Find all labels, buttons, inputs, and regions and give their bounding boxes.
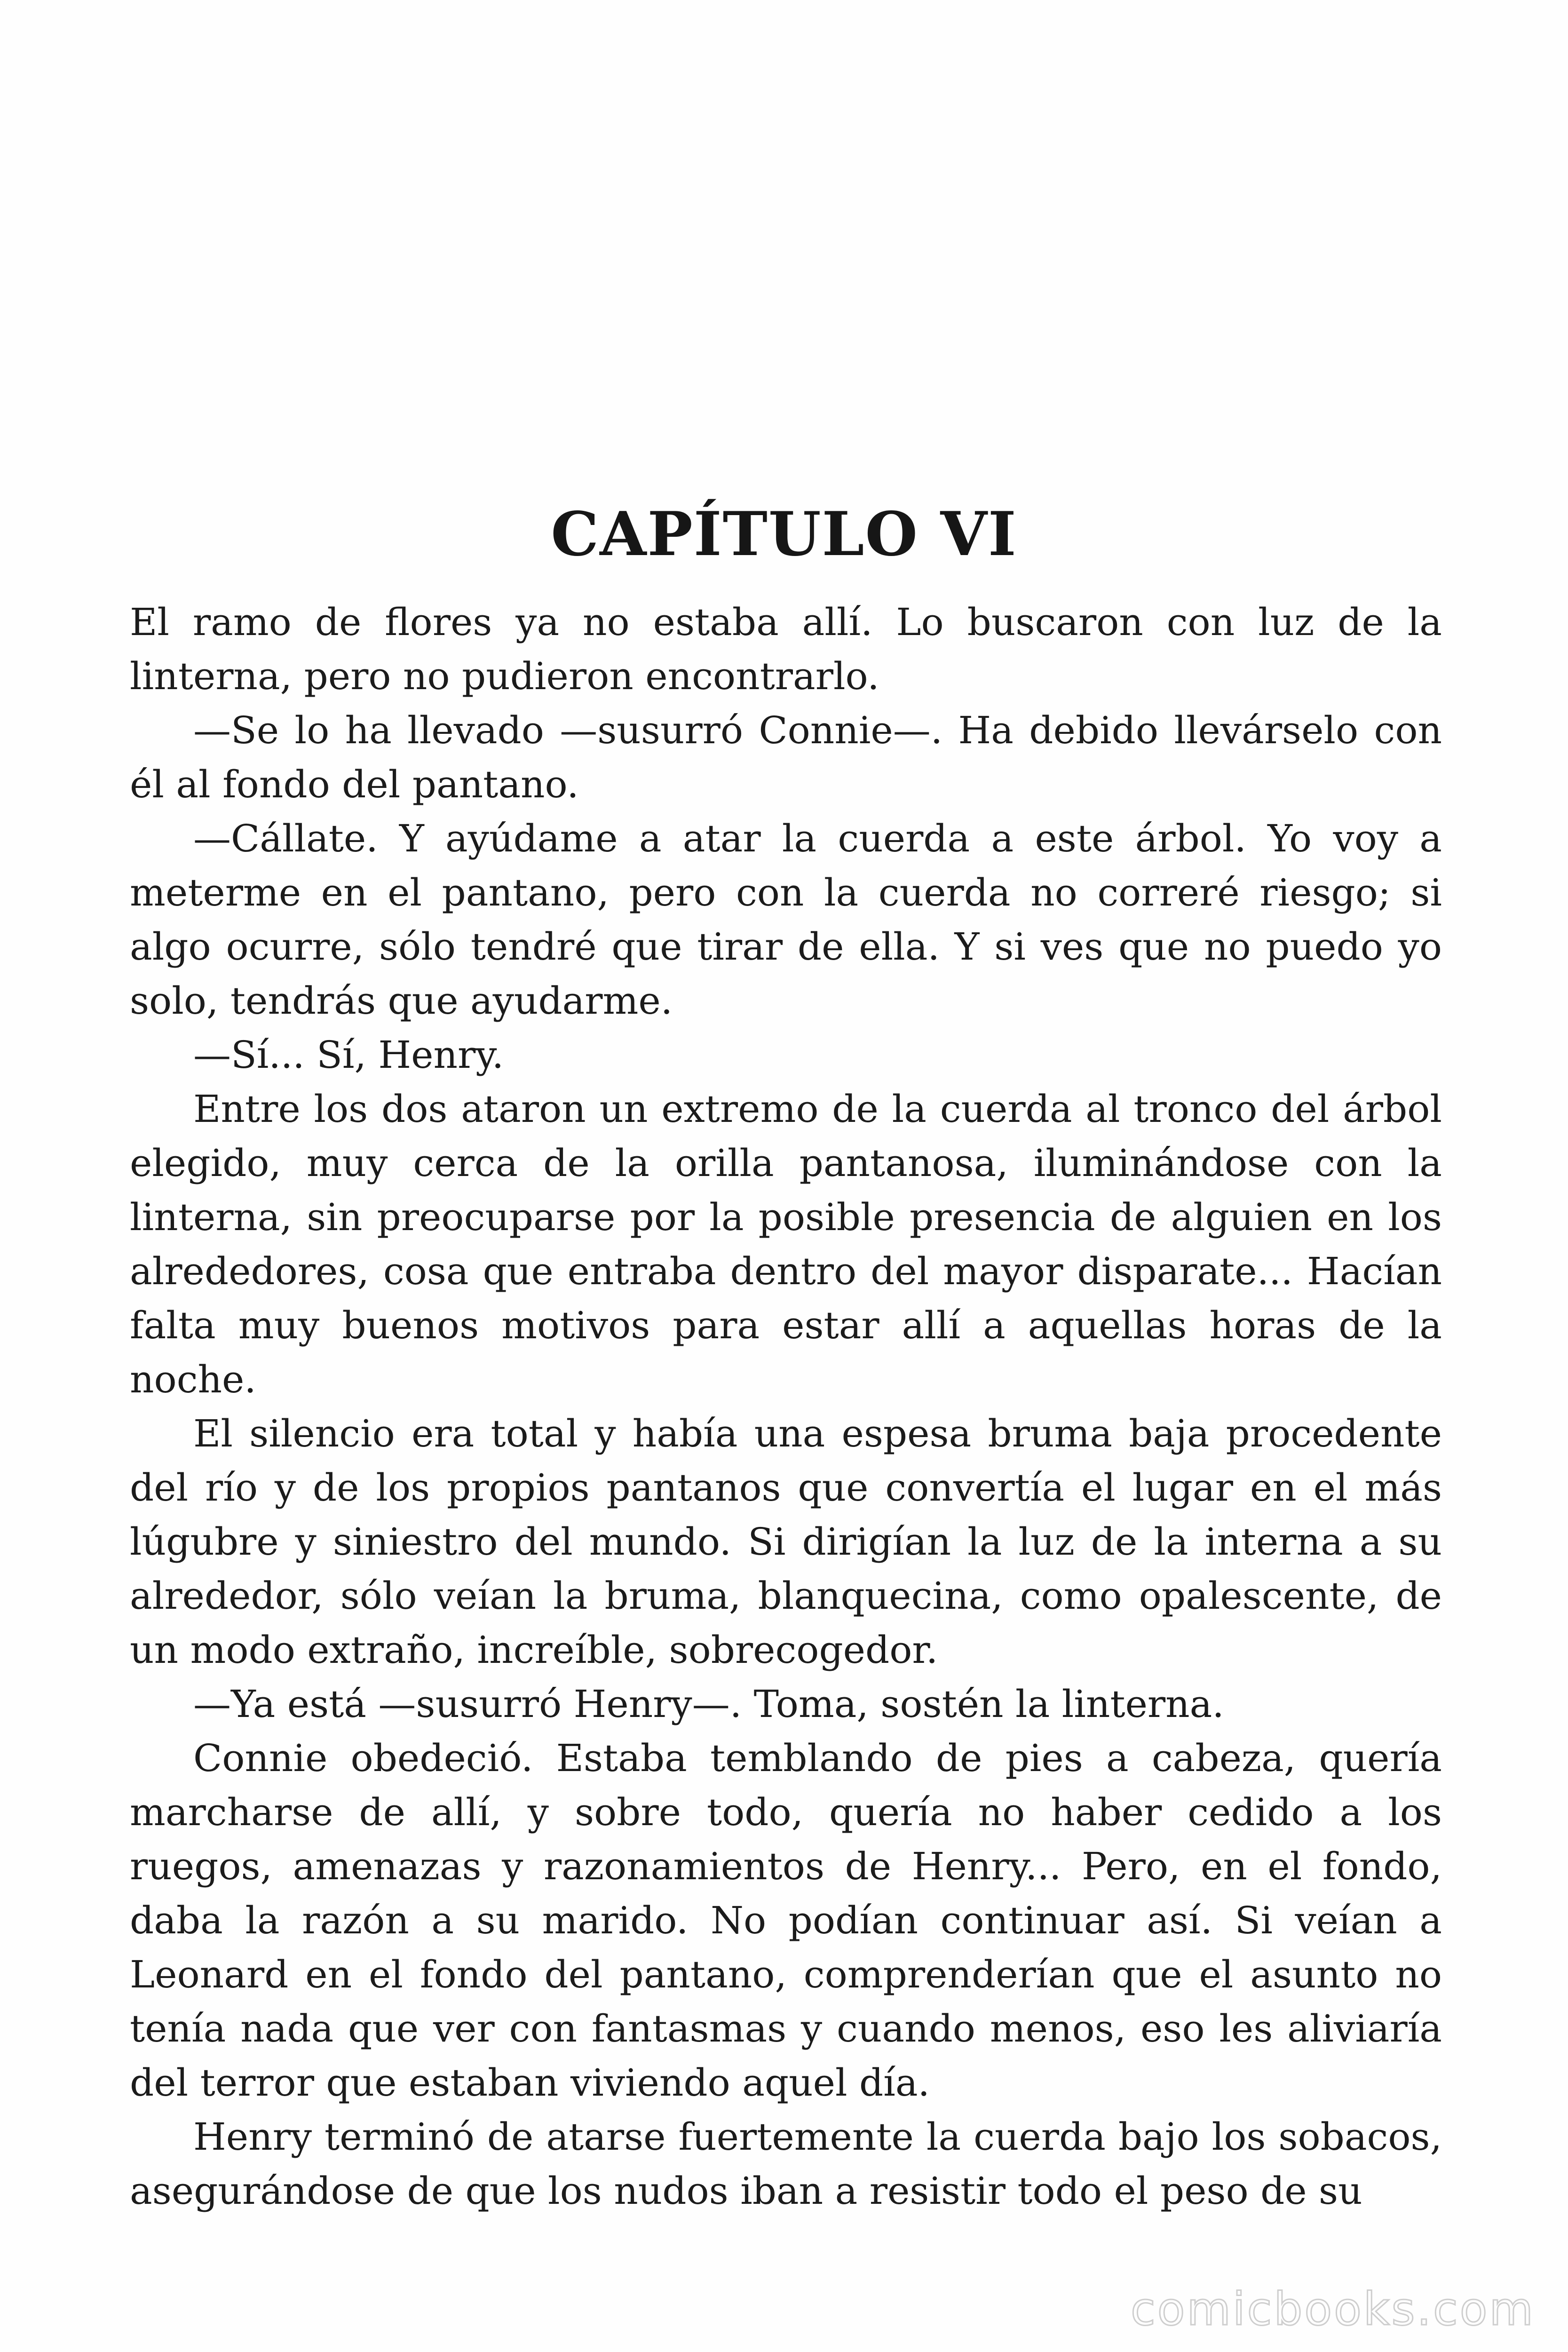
paragraph-3: —Cállate. Y ayúdame a atar la cuerda a este árbol. Yo voy a meterme en el pantano, pero con la cuerda no correré riesgo; si algo ocurre, sólo tendré que tirar de ella. Y si ves que no puedo yo solo, tendrás que ayudarme. — [130, 817, 1442, 1023]
paragraph-1: El ramo de flores ya no estaba allí. Lo buscaron con luz de la linterna, pero no pudieron encontrarlo. — [130, 600, 1442, 698]
chapter-body — [130, 595, 1442, 2218]
chapter-title: CAPÍTULO VI — [551, 499, 1017, 570]
paragraph-9: Henry terminó de atarse fuertemente la cuerda bajo los sobacos, asegurándose de que los nudos iban a resistir todo el peso de su — [130, 2115, 1442, 2213]
paragraph-8: Connie obedeció. Estaba temblando de pies a cabeza, quería marcharse de allí, y sobre todo, quería no haber cedido a los ruegos, amenazas y razonamientos de Henry... Pero, en el fondo, daba la razón a su marido. No podían continuar así. Si veían a Leonard en el fondo del pantano, comprenderían que el asunto no tenía nada que ver con fantasmas y cuando menos, eso les aliviaría del terror que estaban viviendo aquel día. — [130, 1736, 1442, 2105]
paragraph-7: —Ya está —susurró Henry—. Toma, sostén la linterna. — [193, 1682, 1224, 1726]
paragraph-4: —Sí... Sí, Henry. — [193, 1033, 504, 1077]
paragraph-5: Entre los dos ataron un extremo de la cuerda al tronco del árbol elegido, muy cerca de la orilla pantanosa, iluminándose con la linterna, sin preocuparse por la posible presencia de alguien en los alrededores, cosa que entraba dentro del mayor disparate... Hacían falta muy buenos motivos para estar allí a aquellas horas de la noche. — [130, 1087, 1442, 1401]
paragraph-2: —Se lo ha llevado —susurró Connie—. Ha debido llevárselo con él al fondo del pantano. — [130, 708, 1442, 806]
watermark: comicbooks.com — [1130, 2283, 1535, 2336]
paragraph-6: El silencio era total y había una espesa bruma baja procedente del río y de los propios pantanos que convertía el lugar en el más lúgubre y siniestro del mundo. Si dirigían la luz de la interna a su alrededor, sólo veían la bruma, blanquecina, como opalescente, de un modo extraño, increíble, sobrecogedor. — [130, 1412, 1442, 1672]
